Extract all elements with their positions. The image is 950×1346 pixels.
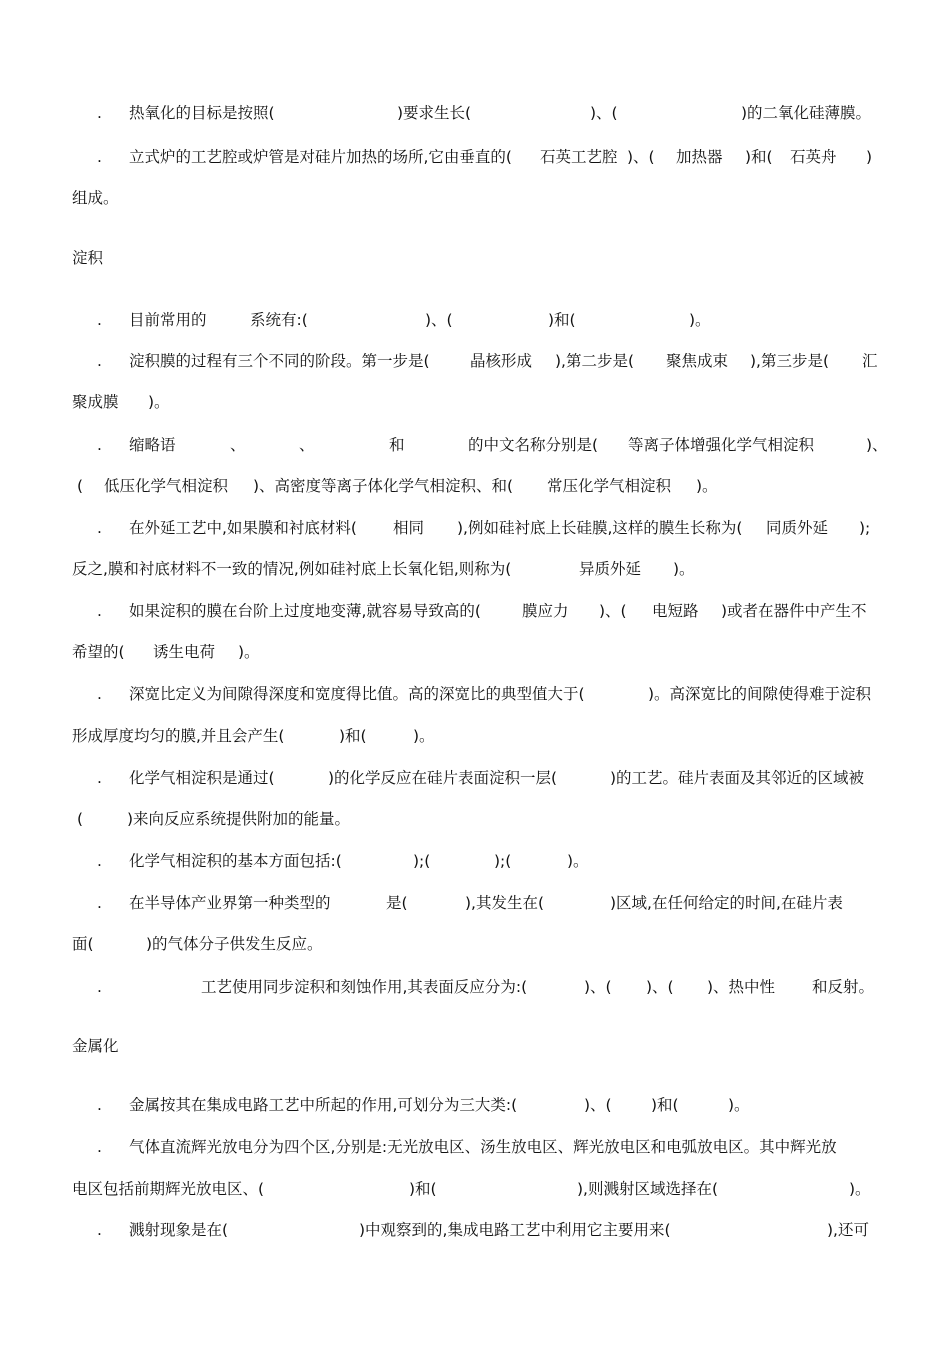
item-marker: . (97, 436, 102, 454)
text-segment: )的气体分子供发生反应。 (146, 935, 323, 953)
text-segment: 汇 (862, 352, 878, 370)
text-segment: 化学气相淀积的基本方面包括:( (129, 852, 342, 870)
text-segment: 如果淀积的膜在台阶上过度地变薄,就容易导致高的( (129, 602, 481, 620)
text-line (0, 145, 950, 169)
text-line (0, 186, 950, 210)
text-segment: 聚成膜 (72, 393, 119, 411)
text-line (0, 1135, 950, 1159)
text-segment: 同质外延 (766, 519, 829, 537)
text-segment: )的工艺。硅片表面及其邻近的区域被 (610, 769, 865, 787)
text-segment: )和( (745, 148, 773, 166)
text-line (0, 891, 950, 915)
text-segment: 加热器 (676, 148, 723, 166)
text-segment: ),第二步是( (555, 352, 635, 370)
text-line (0, 1177, 950, 1201)
text-line (0, 474, 950, 498)
text-segment: 形成厚度均匀的膜,并且会产生( (72, 727, 285, 745)
text-segment: )中观察到的,集成电路工艺中利用它主要用来( (359, 1221, 671, 1239)
text-segment: 和 (389, 436, 405, 454)
text-line (0, 390, 950, 414)
text-line (0, 849, 950, 873)
text-segment: )或者在器件中产生不 (721, 602, 867, 620)
text-segment: 相同 (393, 519, 425, 537)
text-segment: 晶核形成 (470, 352, 533, 370)
text-segment: 异质外延 (579, 560, 642, 578)
text-segment: )、( (599, 602, 627, 620)
text-segment: 反之,膜和衬底材料不一致的情况,例如硅衬底上长氧化铝,则称为( (72, 560, 512, 578)
text-segment: 立式炉的工艺腔或炉管是对硅片加热的场所,它由垂直的( (129, 148, 512, 166)
text-line (0, 308, 950, 332)
text-line (0, 1093, 950, 1117)
text-segment: )、热中性 (707, 978, 776, 996)
item-marker: . (97, 1221, 102, 1239)
text-segment: 聚焦成束 (666, 352, 729, 370)
text-line (0, 640, 950, 664)
section-heading: 淀积 (72, 249, 104, 267)
text-segment: )。 (413, 727, 435, 745)
text-segment: 希望的( (72, 643, 125, 661)
text-segment: )。 (696, 477, 718, 495)
text-segment: );( (413, 852, 431, 870)
text-segment: 工艺使用同步淀积和刻蚀作用,其表面反应分为:( (201, 978, 528, 996)
text-segment: 金属按其在集成电路工艺中所起的作用,可划分为三大类:( (129, 1096, 518, 1114)
text-segment: )。 (673, 560, 695, 578)
text-segment: )、( (646, 978, 674, 996)
item-marker: . (97, 685, 102, 703)
text-segment: )、( (590, 104, 618, 122)
text-segment: )区域,在任何给定的时间,在硅片表 (610, 894, 843, 912)
text-segment: )。 (849, 1180, 871, 1198)
text-line (0, 349, 950, 373)
item-marker: . (97, 352, 102, 370)
text-segment: 、 (230, 436, 246, 454)
text-segment: 和反射。 (812, 978, 875, 996)
text-segment: )的二氧化硅薄膜。 (741, 104, 872, 122)
text-segment: ); (859, 519, 871, 537)
text-segment: 等离子体增强化学气相淀积 (628, 436, 815, 454)
text-segment: )。 (148, 393, 170, 411)
text-line (0, 932, 950, 956)
item-marker: . (97, 602, 102, 620)
text-segment: ( (77, 477, 84, 495)
text-segment: 诱生电荷 (153, 643, 216, 661)
text-line (0, 724, 950, 748)
text-segment: 在半导体产业界第一种类型的 (129, 894, 331, 912)
text-segment: )、( (627, 148, 655, 166)
text-segment: )、( (584, 1096, 612, 1114)
item-marker: . (97, 1138, 102, 1156)
text-segment: 缩略语 (129, 436, 176, 454)
text-segment: 深宽比定义为间隙得深度和宽度得比值。高的深宽比的典型值大于( (129, 685, 585, 703)
text-segment: 电短路 (652, 602, 699, 620)
text-segment: 化学气相淀积是通过( (129, 769, 275, 787)
item-marker: . (97, 978, 102, 996)
text-segment: )、( (425, 311, 453, 329)
text-segment: ),第三步是( (750, 352, 830, 370)
item-marker: . (97, 148, 102, 166)
text-segment: ) (866, 148, 873, 166)
text-line (0, 975, 950, 999)
text-segment: )、( (584, 978, 612, 996)
text-segment: 目前常用的 (129, 311, 207, 329)
text-segment: ),其发生在( (465, 894, 545, 912)
text-segment: ( (77, 810, 84, 828)
text-segment: )。 (567, 852, 589, 870)
text-segment: )的化学反应在硅片表面淀积一层( (328, 769, 558, 787)
text-segment: )要求生长( (397, 104, 472, 122)
text-line (0, 516, 950, 540)
text-segment: 、 (299, 436, 315, 454)
text-segment: ),还可 (827, 1221, 869, 1239)
item-marker: . (97, 519, 102, 537)
text-segment: )、高密度等离子体化学气相淀积、和( (253, 477, 514, 495)
text-segment: )和( (651, 1096, 679, 1114)
text-segment: ),例如硅衬底上长硅膜,这样的膜生长称为( (457, 519, 743, 537)
text-segment: 低压化学气相淀积 (104, 477, 229, 495)
text-segment: )和( (409, 1180, 437, 1198)
text-segment: )、 (866, 436, 888, 454)
text-segment: 膜应力 (522, 602, 569, 620)
text-segment: )。 (728, 1096, 750, 1114)
text-segment: 的中文名称分别是( (468, 436, 599, 454)
text-segment: 组成。 (72, 189, 119, 207)
item-marker: . (97, 311, 102, 329)
item-marker: . (97, 852, 102, 870)
text-line (0, 807, 950, 831)
text-line (0, 682, 950, 706)
item-marker: . (97, 1096, 102, 1114)
text-line (0, 766, 950, 790)
text-line (0, 433, 950, 457)
section-heading: 金属化 (72, 1037, 119, 1055)
text-segment: )。高深宽比的间隙使得难于淀积 (648, 685, 872, 703)
text-segment: )。 (689, 311, 711, 329)
text-segment: 石英工艺腔 (540, 148, 618, 166)
text-segment: 电区包括前期辉光放电区、( (72, 1180, 265, 1198)
text-line (0, 557, 950, 581)
text-segment: 淀积膜的过程有三个不同的阶段。第一步是( (129, 352, 430, 370)
text-segment: )和( (339, 727, 367, 745)
item-marker: . (97, 104, 102, 122)
item-marker: . (97, 769, 102, 787)
text-segment: 常压化学气相淀积 (547, 477, 672, 495)
text-segment: )来向反应系统提供附加的能量。 (127, 810, 351, 828)
text-segment: 热氧化的目标是按照( (129, 104, 275, 122)
text-segment: );( (494, 852, 512, 870)
text-segment: 溅射现象是在( (129, 1221, 229, 1239)
text-line (0, 101, 950, 125)
text-segment: 石英舟 (790, 148, 837, 166)
text-segment: 系统有:( (250, 311, 308, 329)
text-segment: 面( (72, 935, 94, 953)
text-segment: 气体直流辉光放电分为四个区,分别是:无光放电区、汤生放电区、辉光放电区和电弧放电区。其中辉光放 (129, 1138, 837, 1156)
text-segment: 是( (386, 894, 408, 912)
item-marker: . (97, 894, 102, 912)
text-segment: ),则溅射区域选择在( (577, 1180, 719, 1198)
text-segment: 在外延工艺中,如果膜和衬底材料( (129, 519, 357, 537)
text-segment: )。 (238, 643, 260, 661)
text-segment: )和( (548, 311, 576, 329)
text-line (0, 1218, 950, 1242)
text-line (0, 599, 950, 623)
